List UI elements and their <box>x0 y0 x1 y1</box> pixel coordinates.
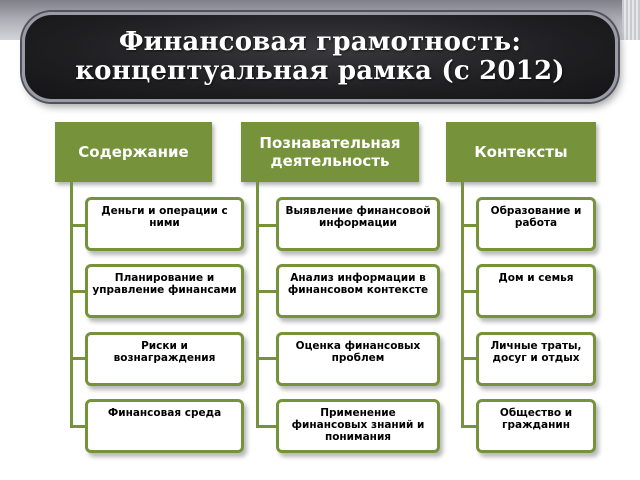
cognitive-item-label: Анализ информации в финансовом контексте <box>287 272 429 296</box>
context-item-label: Общество и гражданин <box>499 407 573 431</box>
column-1-connector-3 <box>70 357 86 360</box>
cognitive-item-identify-info <box>276 197 440 251</box>
column-header-content: Содержание <box>55 122 212 182</box>
content-item-label: Риски и вознаграждения <box>113 340 216 364</box>
column-3-connector-trunk <box>461 182 464 428</box>
content-item-risks <box>85 332 244 386</box>
content-item-financial-environment <box>85 399 244 453</box>
column-3-connector-3 <box>461 357 477 360</box>
column-2-connector-1 <box>256 224 277 227</box>
content-item-label: Планирование и управление финансами <box>92 272 237 296</box>
top-strip-pattern <box>622 0 640 40</box>
column-2-connector-3 <box>256 357 277 360</box>
title-banner <box>22 12 618 102</box>
cognitive-item-label: Оценка финансовых проблем <box>295 340 421 364</box>
content-item-label: Деньги и операции с ними <box>101 205 228 229</box>
column-3-connector-1 <box>461 224 477 227</box>
column-1-connector-4 <box>70 425 86 428</box>
content-item-money-operations <box>85 197 244 251</box>
column-3-connector-4 <box>461 425 477 428</box>
cognitive-item-label: Выявление финансовой информации <box>285 205 431 229</box>
context-item-personal-spending <box>476 332 596 386</box>
context-item-label: Личные траты, досуг и отдых <box>490 340 582 364</box>
context-item-label: Образование и работа <box>490 205 582 229</box>
context-item-home-family <box>476 264 596 318</box>
column-1-connector-trunk <box>70 182 73 428</box>
column-header-contexts: Контексты <box>446 122 596 182</box>
content-item-label: Финансовая среда <box>107 407 222 419</box>
column-1-connector-1 <box>70 224 86 227</box>
cognitive-item-evaluate-problems <box>276 332 440 386</box>
context-item-education-work <box>476 197 596 251</box>
content-item-planning <box>85 264 244 318</box>
column-1-connector-2 <box>70 290 86 293</box>
column-2-connector-trunk <box>256 182 259 428</box>
cognitive-item-apply-knowledge <box>276 399 440 453</box>
column-2-connector-4 <box>256 425 277 428</box>
page-title: Финансовая грамотность: концептуальная рамка (с 2012) <box>75 27 565 86</box>
column-2-connector-2 <box>256 290 277 293</box>
context-item-label: Дом и семья <box>498 272 574 284</box>
column-3-connector-2 <box>461 290 477 293</box>
cognitive-item-analyze-info <box>276 264 440 318</box>
context-item-society-citizen <box>476 399 596 453</box>
cognitive-item-label: Применение финансовых знаний и понимания <box>291 407 425 443</box>
column-header-cognitive-activity: Познавательная деятельность <box>241 122 419 182</box>
